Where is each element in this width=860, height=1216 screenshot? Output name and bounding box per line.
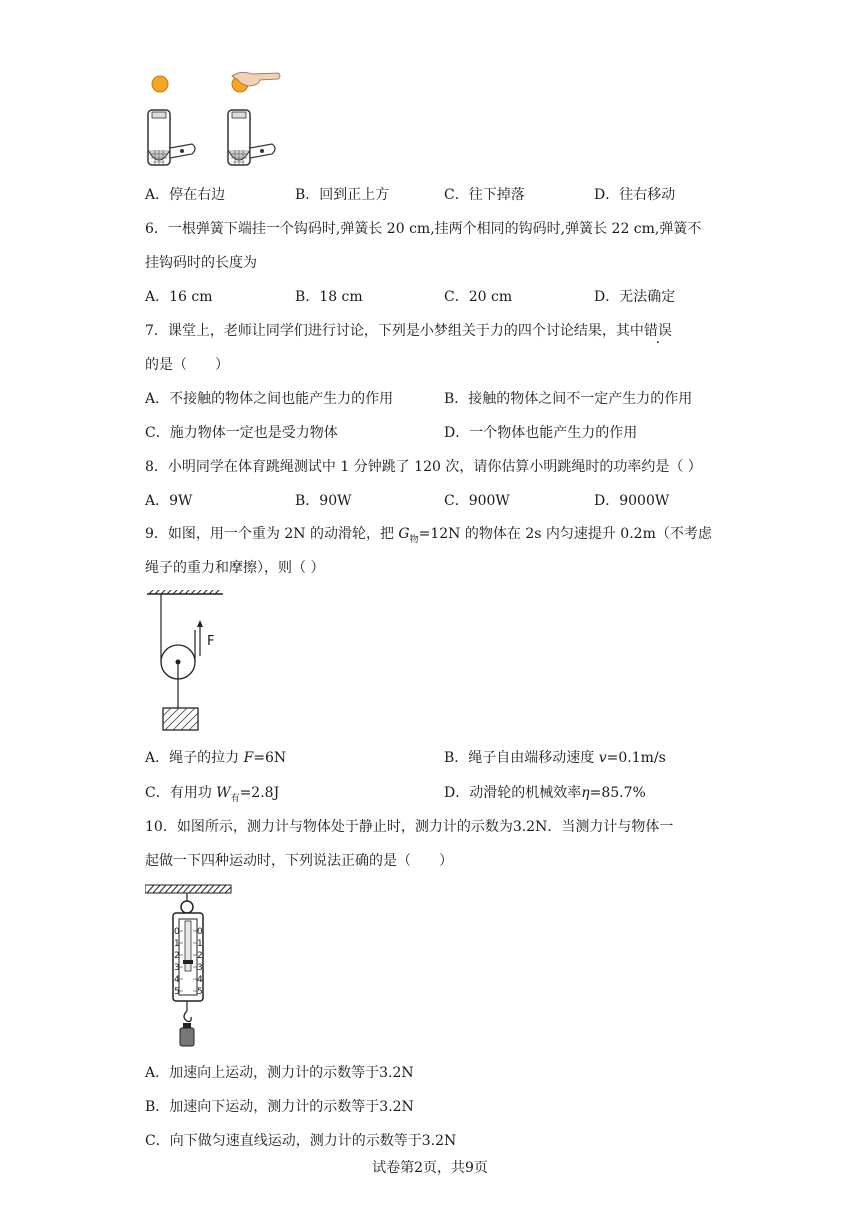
q5-figure [140, 70, 290, 175]
scale-mark: 4 [174, 975, 180, 985]
q8-stem-line1: 8．小明同学在体育跳绳测试中 1 分钟跳了 120 次，请你估算小明跳绳时的功率约是（ ） [145, 459, 702, 475]
q7-stem-text: 7．课堂上，老师让同学们进行讨论，下列是小梦组关于力的四个讨论结果，其中 [145, 323, 644, 339]
q5-option-c[interactable]: C．往下掉落 [444, 187, 525, 203]
q9-sub-wu: 物 [409, 534, 419, 545]
q9-force-label: F [207, 634, 215, 649]
q10-spring-scale-figure [145, 883, 235, 1053]
scale-mark: 1 [174, 939, 180, 949]
q6-option-c[interactable]: C．20 cm [444, 289, 513, 305]
scale-mark: 4 [197, 975, 203, 985]
q7-emphasis-word: 错误 [643, 323, 672, 339]
q9-option-d[interactable] [444, 783, 646, 803]
q9-option-d-value: =85.7% [589, 785, 646, 801]
q9-option-a-text: A．绳子的拉力 [145, 750, 244, 766]
scale-mark: 2 [197, 951, 203, 961]
scale-mark: 3 [197, 963, 203, 973]
q9-option-b-var: v [598, 750, 607, 766]
q9-option-c[interactable] [145, 783, 279, 809]
q9-option-c-sub: 有 [230, 793, 240, 804]
q10-option-c[interactable]: C．向下做匀速直线运动，测力计的示数等于3.2N [145, 1133, 457, 1149]
q5-option-b[interactable]: B．回到正上方 [295, 187, 390, 203]
scale-mark: 5 [174, 987, 180, 997]
q7-option-c[interactable]: C．施力物体一定也是受力物体 [145, 425, 338, 441]
scale-mark: 0 [197, 927, 203, 937]
scale-mark: 2 [174, 951, 180, 961]
q9-stem-part-b: =12N 的物体在 2s 内匀速提升 0.2m（不考虑 [418, 526, 712, 542]
q9-option-a[interactable] [145, 748, 286, 768]
page-footer: 试卷第2页，共9页 [372, 1160, 488, 1176]
q10-scale-left-numbers [174, 926, 180, 998]
q8-option-b[interactable]: B．90W [295, 493, 352, 509]
q9-option-b-text: B．绳子自由端移动速度 [444, 750, 599, 766]
q9-option-c-text: C．有用功 [145, 785, 217, 801]
q6-stem-line2: 挂钩码时的长度为 [145, 255, 257, 271]
q9-stem-part-a: 9．如图，用一个重为 2N 的动滑轮，把 [145, 526, 399, 542]
q6-option-a[interactable]: A．16 cm [145, 289, 213, 305]
q7-option-b[interactable]: B．接触的物体之间不一定产生力的作用 [444, 391, 693, 407]
q7-stem-line2: 的是（ ） [145, 357, 229, 373]
scale-mark: 3 [174, 963, 180, 973]
q9-option-a-value: =6N [253, 750, 287, 766]
q9-option-b[interactable] [444, 748, 666, 768]
q10-option-a[interactable]: A．加速向上运动，测力计的示数等于3.2N [145, 1065, 414, 1081]
q9-option-b-value: =0.1m/s [606, 750, 666, 766]
q10-option-b[interactable]: B．加速向下运动，测力计的示数等于3.2N [145, 1099, 414, 1115]
q10-stem-line1: 10．如图所示，测力计与物体处于静止时，测力计的示数为3.2N．当测力计与物体一 [145, 819, 674, 835]
scale-mark: 0 [174, 927, 180, 937]
q6-option-d[interactable]: D．无法确定 [594, 289, 676, 305]
q10-stem-line2: 起做一下四种运动时，下列说法正确的是（ ） [145, 853, 453, 869]
q9-option-d-text: D．动滑轮的机械效率 [444, 785, 582, 801]
q7-stem-line1 [145, 321, 672, 341]
q8-option-d[interactable]: D．9000W [594, 493, 670, 509]
q8-option-a[interactable]: A．9W [145, 493, 193, 509]
q5-option-d[interactable]: D．往右移动 [594, 187, 676, 203]
q9-option-c-var: W [216, 785, 231, 801]
q8-option-c[interactable]: C．900W [444, 493, 510, 509]
q6-stem-line1: 6．一根弹簧下端挂一个钩码时,弹簧长 20 cm,挂两个相同的钩码时,弹簧长 22 cm,弹簧不 [145, 221, 702, 237]
q9-option-a-var: F [243, 750, 254, 766]
q9-option-c-value: =2.8J [239, 785, 280, 801]
q9-var-g: G [398, 526, 410, 542]
scale-mark: 5 [197, 987, 203, 997]
q9-pulley-figure [145, 590, 235, 735]
q6-option-b[interactable]: B．18 cm [295, 289, 363, 305]
q5-option-a[interactable]: A．停在右边 [145, 187, 226, 203]
q9-stem-line2: 绳子的重力和摩擦），则（ ） [145, 560, 325, 576]
scale-mark: 1 [197, 939, 203, 949]
q7-option-a[interactable]: A．不接触的物体之间也能产生力的作用 [145, 391, 394, 407]
q9-option-d-var: η [581, 785, 590, 801]
q10-scale-right-numbers [197, 926, 203, 998]
q9-stem-line1 [145, 524, 712, 550]
q7-option-d[interactable]: D．一个物体也能产生力的作用 [444, 425, 638, 441]
